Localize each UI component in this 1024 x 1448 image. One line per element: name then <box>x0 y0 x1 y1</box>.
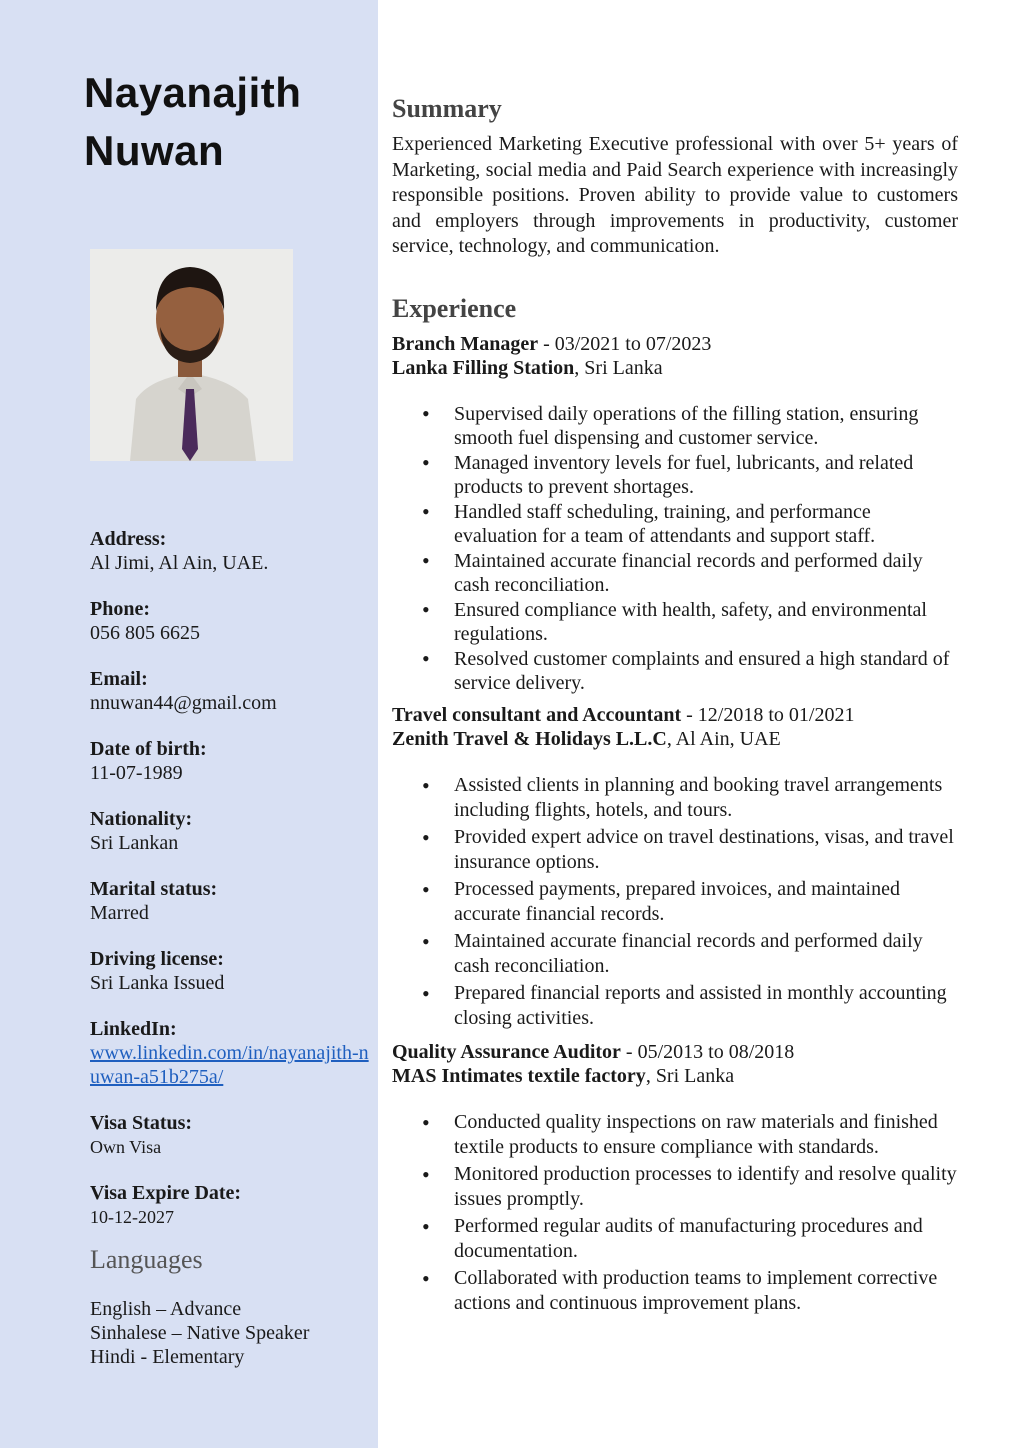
marital-status-label: Marital status: <box>90 878 218 900</box>
job-dates: - 05/2013 to 08/2018 <box>620 1040 795 1063</box>
driving-license-label: Driving license: <box>90 948 224 970</box>
dob-value: 11-07-1989 <box>90 762 183 784</box>
visa-expire-value: 10-12-2027 <box>90 1207 174 1227</box>
duty-item: • Resolved customer complaints and ensured a high standard of service delivery. <box>392 647 958 695</box>
duty-item: • Collaborated with production teams to implement corrective actions and continuous improvement plans. <box>392 1266 958 1317</box>
nationality-label: Nationality: <box>90 808 193 830</box>
job-entry <box>392 703 958 1032</box>
duty-item: • Performed regular audits of manufacturing procedures and documentation. <box>392 1214 958 1265</box>
profile-photo-image <box>90 249 293 461</box>
main-content <box>392 94 958 1325</box>
job-title-line <box>392 703 958 727</box>
duty-item: • Provided expert advice on travel destinations, visas, and travel insurance options. <box>392 825 958 876</box>
first-name: Nayanajith <box>84 69 302 116</box>
driving-license-item <box>90 947 375 995</box>
visa-status-label: Visa Status: <box>90 1112 193 1134</box>
visa-expire-label: Visa Expire Date: <box>90 1182 242 1204</box>
job-role: Quality Assurance Auditor <box>392 1040 621 1063</box>
address-item <box>90 527 375 575</box>
email-item <box>90 667 375 715</box>
duty-item: • Supervised daily operations of the filling station, ensuring smooth fuel dispensing and customer service. <box>392 402 958 450</box>
phone-item <box>90 597 375 645</box>
duty-item: • Processed payments, prepared invoices, and maintained accurate financial records. <box>392 877 958 928</box>
duty-item: • Monitored production processes to identify and resolve quality issues promptly. <box>392 1162 958 1213</box>
duty-item: • Managed inventory levels for fuel, lubricants, and related products to prevent shortages. <box>392 451 958 499</box>
candidate-name <box>84 64 374 180</box>
job-location: , Sri Lanka <box>645 1064 735 1087</box>
job-role: Travel consultant and Accountant <box>392 703 682 726</box>
summary-text: Experienced Marketing Executive professional with over 5+ years of Marketing, social media and Paid Search experience with increasingly responsible positions. Proven ability to provide value to customers and employers through improvements in productivity, customer service, technology, and communication. <box>392 133 958 257</box>
nationality-item <box>90 807 375 855</box>
job-company: Zenith Travel & Holidays L.L.C <box>392 727 667 750</box>
languages-heading: Languages <box>90 1245 203 1274</box>
job-entry <box>392 1040 958 1317</box>
linkedin-link[interactable]: www.linkedin.com/in/nayanajith-nuwan-a51b275a/ <box>90 1042 369 1088</box>
dob-label: Date of birth: <box>90 738 207 760</box>
experience-heading: Experience <box>392 293 517 323</box>
job-company: MAS Intimates textile factory <box>392 1064 646 1087</box>
marital-status-item <box>90 877 375 925</box>
profile-photo <box>90 249 293 461</box>
job-location: , Al Ain, UAE <box>666 727 781 750</box>
job-title-line <box>392 332 958 356</box>
driving-license-value: Sri Lanka Issued <box>90 972 225 994</box>
dob-item <box>90 737 375 785</box>
job-company-line <box>392 356 958 380</box>
job-company: Lanka Filling Station <box>392 356 575 379</box>
duty-item: • Conducted quality inspections on raw materials and finished textile products to ensure compliance with standards. <box>392 1110 958 1161</box>
job-dates: - 12/2018 to 01/2021 <box>681 703 855 726</box>
job-location: , Sri Lanka <box>574 356 663 379</box>
last-name: Nuwan <box>84 127 225 174</box>
job-entry <box>392 332 958 695</box>
job-role: Branch Manager <box>392 332 539 355</box>
duty-item: • Ensured compliance with health, safety, and environmental regulations. <box>392 598 958 646</box>
duties-list <box>392 402 958 695</box>
email-value: nnuwan44@gmail.com <box>90 692 277 714</box>
duty-item: • Maintained accurate financial records and performed daily cash reconciliation. <box>392 549 958 597</box>
address-value: Al Jimi, Al Ain, UAE. <box>90 552 269 574</box>
duty-item: • Maintained accurate financial records and performed daily cash reconciliation. <box>392 929 958 980</box>
contact-details <box>90 527 375 1251</box>
phone-value: 056 805 6625 <box>90 622 200 644</box>
phone-label: Phone: <box>90 598 150 620</box>
duty-item: • Handled staff scheduling, training, and performance evaluation for a team of attendants and support staff. <box>392 500 958 548</box>
job-dates: - 03/2021 to 07/2023 <box>538 332 712 355</box>
linkedin-item <box>90 1017 375 1089</box>
language-item: English – Advance <box>90 1298 242 1320</box>
duty-item: • Assisted clients in planning and booking travel arrangements including flights, hotels, and tours. <box>392 773 958 824</box>
duties-list <box>392 773 958 1032</box>
visa-status-value: Own Visa <box>90 1137 162 1157</box>
duties-list <box>392 1110 958 1317</box>
summary-heading: Summary <box>392 94 502 123</box>
job-company-line <box>392 727 958 751</box>
language-item: Sinhalese – Native Speaker <box>90 1322 310 1344</box>
job-company-line <box>392 1064 958 1088</box>
marital-status-value: Marred <box>90 902 149 924</box>
address-label: Address: <box>90 528 167 550</box>
nationality-value: Sri Lankan <box>90 832 179 854</box>
language-item: Hindi - Elementary <box>90 1346 245 1368</box>
linkedin-label: LinkedIn: <box>90 1018 177 1040</box>
duty-item: • Prepared financial reports and assisted in monthly accounting closing activities. <box>392 981 958 1032</box>
visa-expire-item <box>90 1181 375 1229</box>
visa-status-item <box>90 1111 375 1159</box>
job-title-line <box>392 1040 958 1064</box>
email-label: Email: <box>90 668 148 690</box>
languages-list <box>90 1297 309 1369</box>
